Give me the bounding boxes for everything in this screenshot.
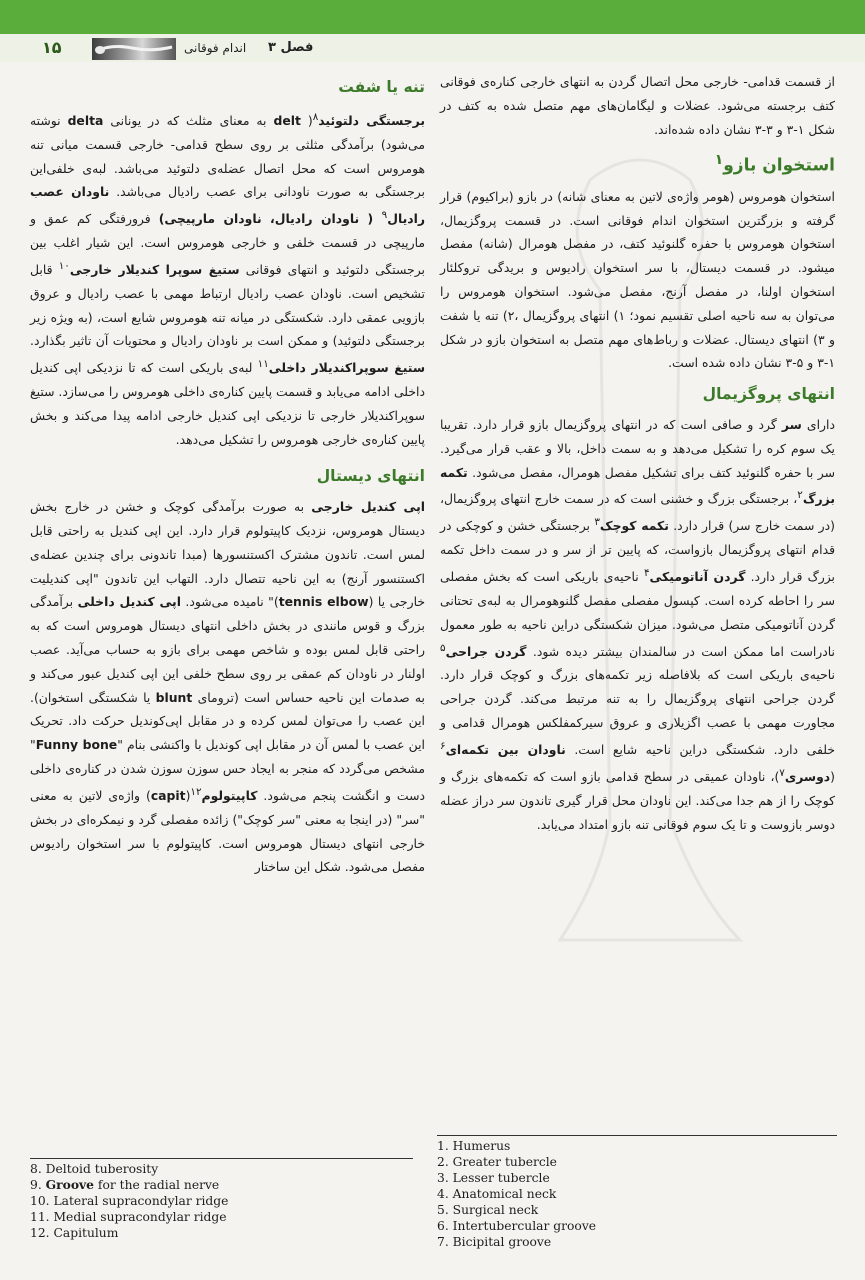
latin-funny-bone: Funny bone xyxy=(35,737,118,753)
term-medial-supracondylar-ridge: ستیغ سوپراکندیلار داخلی xyxy=(268,360,426,376)
term-head: سر xyxy=(781,417,802,433)
distal-text-6: ( xyxy=(185,787,191,803)
shaft-heading: تنه یا شفت xyxy=(338,78,425,96)
chapter-label: فصل ۳ xyxy=(268,40,314,55)
distal-text-1: به صورت برآمدگی کوچک و خشن در خارج بخش دیستال هومروس، نزدیک کاپیتولوم قرار دارد. این اپی کندیل به راحتی قابل لمس است. تاندون مشترک اکستنسورها (مبدا تاندونی برای چندین عضله‌ی اکستنسور آرنج) به این ناحیه تتصال دارد. التهاب این تاندون "اپی کندیلیت خارجی یا ( xyxy=(30,499,426,610)
term-intertubercular-groove: ناودان بین تکمه‌ای xyxy=(445,742,566,757)
footnote-item: 3. Lesser tubercle xyxy=(437,1171,550,1185)
humerus-paragraph: استخوان هومروس (هومر واژه‌ی لاتین به معنای شانه) در بازو (براکیوم) قرار گرفته و بزرگترین استخوان اندام فوقانی است. در قسمت پروگزیمال، استخوان هومروس با حفره گلنوئید کتف، در مفصل هومرال (شانه) مفصل میشود. در قسمت دیستال، با سر استخوان رادیوس و بریدگی تروکلئار استخوان اولنا، در مفصل آرنج، مفصل می‌شود. استخوان هومروس را می‌توان به سه ناحیه اصلی تقسیم نمود؛ ۱) انتهای پروگزیمال ،۲) تنه یا شفت و ۳) انتهای دیستال. عضلات و رباط‌های مهم متصل به استخوان بازو در شکل ۱-۳ و ۵-۳ نشان داده شده است. xyxy=(440,188,835,371)
footnote-item: 7. Bicipital groove xyxy=(437,1235,552,1249)
distal-text-3: برآمدگی بزرگ و قوس مانندی در بخش داخلی انتهای دیستال هومروس است که به راحتی قابل لمس بوده و شاخص مهمی برای بازو به حساب می‌آید. عصب اولنار در ناودان کم عمقی بر روی سطح خلفی این اپی کندیل عبور می‌کند و به صدمات این ناحیه حساس است (ترومای xyxy=(30,594,425,705)
latin-delt: delt xyxy=(273,112,301,128)
distal-heading: انتهای دیستال xyxy=(316,467,425,486)
distal-text-5: " مشخص می‌گردد که منجر به ایجاد حس سوزن سوزن شدن در کناره‌ی داخلی دست و انگشت پنجم می‌شود. xyxy=(30,737,425,803)
term-lateral-epicondyle: اپی کندیل خارجی xyxy=(311,499,425,515)
footnote-item: 6. Intertubercular groove xyxy=(437,1219,597,1233)
footnote-item xyxy=(30,1209,413,1225)
footnote-ref-4: ۴ xyxy=(643,567,650,580)
term-medial-epicondyle: اپی کندیل داخلی xyxy=(77,594,181,610)
term-bicipital: دوسری xyxy=(784,768,831,784)
term-radial-groove: ناودان عصب رادیال xyxy=(30,184,425,227)
distal-text-4: یا شکستگی استخوان). این عصب را می‌توان لمس کرده و در مقابل اپی‌کوندیل حرکت داد. تحریک این عصب با لمس آن در مقابل اپی کوندیل با واکنشی بنام " xyxy=(30,689,425,753)
proximal-text-2: گرد و صافی است که در انتهای پروگزیمال بازو قرار دارد. تقریبا یک سوم کره را تشکیل می‌دهد و به سمت داخل، بالا و عقب قرار می‌گیرد. سر با حفره گلنوئید کتف برای تشکیل مفصل هومرال، مفصل می‌شود. xyxy=(440,417,835,480)
footnote-item xyxy=(30,1177,413,1193)
proximal-text-1: دارای xyxy=(801,417,835,433)
footnote-ref-10: ۱۰ xyxy=(58,259,70,272)
footnotes-right xyxy=(437,1135,837,1250)
distal-text-7: ) واژه‌ی لاتین به معنی "سر" (در اینجا به معنی "سر کوچک") زائده مفصلی گرد و نیمکره‌ای در بخش خارجی انتهای دیستال هومروس است. کاپیتولوم با سر استخوان رادیوس مفصل می‌شود. شکل این ساختار xyxy=(30,787,425,875)
latin-tennis-elbow: tennis elbow xyxy=(278,594,369,610)
footnote-ref-11: ۱۱ xyxy=(257,358,269,371)
distal-text-2: )" نامیده می‌شود. xyxy=(180,594,279,610)
proximal-text-8: )، ناودان عمیقی در سطح قدامی بازو است که تکمه‌های بزرگ و کوچک را از هم جدا می‌کند. این ناودان محل قرار گیری تاندون سر دراز عضله دوسر بازوست و تا یک سوم فوقانی تنه بازو امتداد می‌یابد. xyxy=(440,768,835,832)
footnote-ref-7: ۷ xyxy=(779,766,785,779)
footnote-ref-5: ۵ xyxy=(440,641,446,654)
latin-blunt: blunt xyxy=(155,689,193,705)
latin-capit: capit xyxy=(150,787,186,803)
term-anatomical-neck: گردن آناتومیکی xyxy=(649,569,746,585)
term-lesser-tubercle: تکمه کوچک xyxy=(599,518,669,534)
term-radial-groove-alt: ( ناودان رادیال، ناودان مارپیچی) xyxy=(158,211,382,227)
humerus-heading-text: استخوان بازو xyxy=(723,156,835,177)
shaft-paragraph xyxy=(30,106,425,452)
footnote-text: 11. Medial supracondylar ridge xyxy=(30,1210,227,1224)
footnote-text: for the radial nerve xyxy=(94,1178,220,1192)
footnotes-left xyxy=(30,1158,413,1241)
right-text-column xyxy=(440,70,835,836)
arm-bone-drawing xyxy=(92,38,176,60)
proximal-text-4: برجستگی خشن و کوچکی در قدام انتهای پروگزیمال بازواست، که پایین تر از سر و در سمت داخل تکمه بزرگ قرار دارد. xyxy=(440,518,836,585)
shaft-text-2: به معنای مثلث که در یونانی xyxy=(103,112,274,128)
proximal-text-3: ، برجستگی بزرگ و خشنی است که در سمت خارج انتهای پروگزیمال، (در سمت خارج سر) قرار دارد. xyxy=(440,491,835,534)
intro-paragraph: از قسمت قدامی- خارجی محل اتصال گردن به انتهای خارجی کناره‌ی فوقانی کتف برجسته می‌شود. عضلات و لیگامان‌های مهم متصل شده به کتف در شکل ۱-۳ و ۳-۳ نشان داده شده‌اند. xyxy=(440,74,835,137)
shaft-text-1: ( xyxy=(300,112,313,128)
arm-bone-thumbnail-icon xyxy=(92,38,176,60)
footnote-ref-12: ۱۲ xyxy=(190,785,202,798)
term-capitulum: کاپیتولوم xyxy=(201,787,258,803)
footnote-ref-8: ۸ xyxy=(312,110,319,123)
humerus-heading xyxy=(440,149,835,178)
footnote-ref-6: ۶ xyxy=(440,739,446,752)
footnote-item: 5. Surgical neck xyxy=(437,1203,539,1217)
page-number: ۱۵ xyxy=(42,38,62,57)
proximal-text-5: ناحیه‌ی باریکی است که بخش مفصلی سر را احاطه کرده است. کپسول مفصلی مفصل گلنوهومرال به لبه‌ی تحتانی گردن آناتومیکی متصل می‌شود. میزان شکستگی دراین ناحیه به طور معمول نادراست اما ممکن است در سالمندان بیشتر دیده شود. xyxy=(440,569,835,659)
footnote-ref-1: ۱ xyxy=(714,152,724,169)
distal-paragraph xyxy=(30,495,425,879)
footnote-bold: Groove xyxy=(45,1177,95,1192)
left-text-column xyxy=(30,70,425,879)
footnote-ref-2: ۲ xyxy=(797,489,803,502)
footnote-text: 9. xyxy=(30,1178,46,1192)
term-surgical-neck: گردن جراحی xyxy=(445,643,527,659)
shaft-text-4: فرورفتگی کم عمق و مارپیچی در قسمت خلفی و خارجی هومروس است. این شیار اغلب بین برجستگی دلتوئید و انتهای فوقانی xyxy=(30,211,425,277)
footnote-text: 12. Capitulum xyxy=(30,1226,119,1240)
term-deltoid-tuberosity: برجستگی دلتوئید xyxy=(318,112,425,128)
footnote-text: 8. Deltoid tuberosity xyxy=(30,1162,159,1176)
shaft-text-6: لبه‌ی باریکی است که تا نزدیکی اپی کندیل داخلی ادامه می‌یابد و قسمت پایین کناره‌ی داخلی هومروس را می‌سازد. ستیغ سوپراکندیلار خارجی تا نزدیکی اپی کندیل خارجی ادامه پیدا می‌کند و بخش پایین کناره‌ی خارجی هومروس را تشکیل می‌دهد. xyxy=(30,360,425,447)
proximal-text-7: ( xyxy=(830,768,835,784)
footnote-item: 1. Humerus xyxy=(437,1139,511,1153)
footnote-item xyxy=(30,1161,413,1177)
shaft-text-3: نوشته می‌شود) برآمدگی مثلثی بر روی سطح قدامی- خارجی قسمت میانی تنه هومروس است که محل اتصال عضله‌ی دلتوئید می‌باشد. لبه‌ی خلفی‌این برجستگی به صورت ناودانی برای عصب رادیال می‌باشد. xyxy=(30,112,426,200)
shaft-text-5: قابل تشخیص است. ناودان عصب رادیال ارتباط مهمی با عصب رادیال و عروق بازویی عمقی دارد. شکستگی در میانه تنه هومروس شایع است، (به ویژه زیر برجستگی دلتوئید) و ممکن است بر ناودان رادیال و محتویات آن تاثیر بگذارد. xyxy=(30,261,425,349)
footnote-item xyxy=(30,1193,413,1209)
footnote-ref-3: ۳ xyxy=(594,516,600,529)
chapter-title: اندام فوقانی xyxy=(184,41,247,55)
proximal-text-6: ناحیه‌ی باریکی است که بلافاصله زیر تکمه‌های بزرگ و کوچک قرار دارد. گردن جراحی انتهای پروگزیمال را به تنه مرتبط می‌کند. گردن جراحی مجاورت مهمی با عصب اگزیلاری و عروق سیرکمفلکس هومرال قدامی و خلفی دارد. شکستگی دراین ناحیه شایع است. xyxy=(440,667,835,757)
footnote-ref-9: ۹ xyxy=(381,209,388,222)
proximal-heading: انتهای پروگزیمال xyxy=(702,385,835,404)
footnote-item: 4. Anatomical neck xyxy=(437,1187,557,1201)
footnote-item: 2. Greater tubercle xyxy=(437,1155,557,1169)
proximal-paragraph xyxy=(440,413,835,836)
footnote-text: 10. Lateral supracondylar ridge xyxy=(30,1194,229,1208)
term-lateral-supracondylar-ridge: ستیغ سوپرا کندیلار خارجی xyxy=(69,261,240,277)
greek-delta: delta xyxy=(67,112,104,128)
footnote-item xyxy=(30,1225,413,1241)
term-greater-tubercle: تکمه بزرگ xyxy=(440,464,835,507)
